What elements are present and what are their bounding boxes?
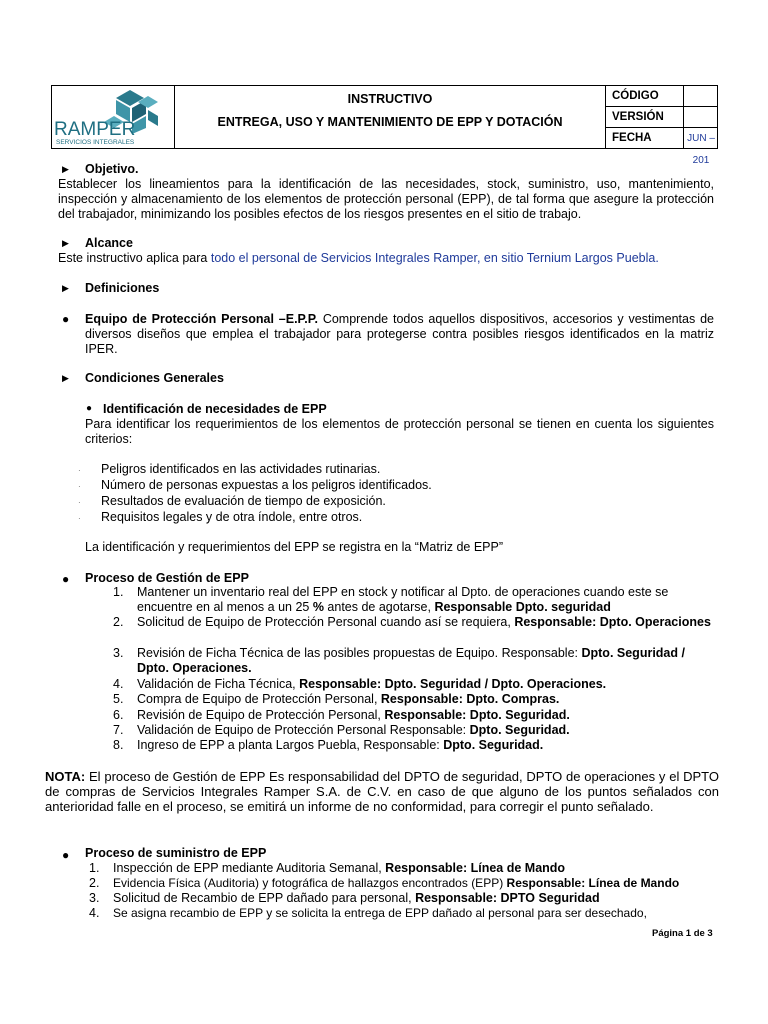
section-title-alcance: Alcance xyxy=(85,236,133,250)
alcance-text-2: todo el personal de Servicios Integrales Ramper, en sitio Ternium Largos Puebla. xyxy=(210,251,659,265)
page-number: Página 1 de 3 xyxy=(652,928,713,939)
gestion-item-5: Compra de Equipo de Protección Personal, Responsable: Dpto. Compras. xyxy=(137,692,560,706)
suministro-num-4: 4. xyxy=(89,906,100,920)
matriz-note: La identificación y requerimientos del EPP se registra en la “Matriz de EPP” xyxy=(85,540,504,554)
bullet-small-icon: · xyxy=(78,482,81,491)
codigo-label: CÓDIGO xyxy=(606,86,684,106)
bullet-dot-icon: ● xyxy=(62,312,70,326)
gestion-item-1: Mantener un inventario real del EPP en stock y notificar al Dpto. de operaciones cuando este se encuentre en al menos a un 25 % antes de agotarse, Responsable Dpto. seguridad xyxy=(137,585,669,614)
suministro-num-3: 3. xyxy=(89,891,100,905)
objetivo-text: Establecer los lineamientos para la identificación de las necesidades, stock, suministro, uso, mantenimiento, inspección y almacenamiento de los elementos de protección personal (EPP), de tal forma que asegure la protección del trabajador, minimizando los posibles efectos de los riesgos presentes en el sitio de trabajo. xyxy=(58,177,714,221)
bullet-dot-icon: ● xyxy=(86,403,93,414)
bullet-small-icon: · xyxy=(78,498,81,507)
suministro-item-4: Se asigna recambio de EPP y se solicita la entrega de EPP dañado al personal para ser desechado, xyxy=(113,906,647,920)
nota-label: NOTA: xyxy=(45,769,86,784)
identificacion-intro: Para identificar los requerimientos de los elementos de protección personal se tienen en cuenta los siguientes criterios: xyxy=(85,417,714,446)
fecha-label: FECHA xyxy=(606,128,684,149)
bullet-dot-icon: ● xyxy=(62,572,70,586)
definicion-term: Equipo de Protección Personal –E.P.P. xyxy=(85,312,318,326)
gestion-item-8: Ingreso de EPP a planta Largos Puebla, Responsable: Dpto. Seguridad. xyxy=(137,738,544,752)
bullet-arrow-icon: ▶ xyxy=(62,238,69,248)
bullet-arrow-icon: ▶ xyxy=(62,283,69,293)
document-title: ENTREGA, USO Y MANTENIMIENTO DE EPP Y DOTACIÓN xyxy=(217,115,563,129)
codigo-value xyxy=(685,86,717,106)
criterio-3: Resultados de evaluación de tiempo de exposición. xyxy=(101,494,386,508)
bullet-dot-icon: ● xyxy=(62,848,70,862)
suministro-num-2: 2. xyxy=(89,876,100,890)
alcance-text-1: Este instructivo aplica para xyxy=(58,251,211,265)
bullet-small-icon: · xyxy=(78,466,81,475)
gestion-item-7: Validación de Equipo de Protección Personal Responsable: Dpto. Seguridad. xyxy=(137,723,570,737)
section-title-gestion: Proceso de Gestión de EPP xyxy=(85,571,249,585)
definicion-text: Comprende todos aquellos dispositivos, accesorios y vestimentas de diversos diseños que emplea el trabajador para protegerse contra posibles riesgos identificados en la matriz IPER. xyxy=(85,312,714,356)
suministro-num-1: 1. xyxy=(89,861,100,875)
gestion-item-2: Solicitud de Equipo de Protección Personal cuando así se requiera, Responsable: Dpto. Operaciones xyxy=(137,615,711,629)
meta-row-codigo xyxy=(606,86,717,107)
bullet-arrow-icon: ▶ xyxy=(62,373,69,383)
bullet-arrow-icon: ▶ xyxy=(62,164,69,174)
suministro-item-3: Solicitud de Recambio de EPP dañado para personal, Responsable: DPTO Seguridad xyxy=(113,891,600,905)
nota-text: El proceso de Gestión de EPP Es responsabilidad del DPTO de seguridad, DPTO de operaciones y el DPTO de compras de Servicios Integrales Ramper S.A. de C.V. en caso de que alguno de los puntos señalados con anterioridad falle en el proceso, se emitirá un informe de no conformidad, para corregir el punto señalado. xyxy=(45,769,719,814)
version-value xyxy=(685,107,717,127)
meta-row-version xyxy=(606,107,717,128)
criterio-1: Peligros identificados en las actividades rutinarias. xyxy=(101,462,381,476)
gestion-item-4: Validación de Ficha Técnica, Responsable: Dpto. Seguridad / Dpto. Operaciones. xyxy=(137,677,607,691)
gestion-num-4: 4. xyxy=(113,677,124,691)
section-title-definiciones: Definiciones xyxy=(85,281,160,295)
section-title-objetivo: Objetivo. xyxy=(85,162,139,176)
suministro-item-2: Evidencia Física (Auditoria) y fotográfica de hallazgos encontrados (EPP) Responsable: Línea de Mando xyxy=(113,876,680,890)
logo-subtext: SERVICIOS INTEGRALES xyxy=(56,139,135,146)
gestion-num-7: 7. xyxy=(113,723,124,737)
criterio-4: Requisitos legales y de otra índole, entre otros. xyxy=(101,510,363,524)
document-title-cell xyxy=(175,86,606,148)
gestion-item-6: Revisión de Equipo de Protección Personal, Responsable: Dpto. Seguridad. xyxy=(137,708,570,722)
gestion-num-6: 6. xyxy=(113,708,124,722)
meta-row-fecha xyxy=(606,128,717,166)
ramper-logo-icon xyxy=(52,86,174,148)
gestion-num-1: 1. xyxy=(113,585,124,599)
version-label: VERSIÓN xyxy=(606,107,684,127)
gestion-num-8: 8. xyxy=(113,738,124,752)
section-title-suministro: Proceso de suministro de EPP xyxy=(85,846,267,860)
fecha-value: JUN – 201 xyxy=(687,133,715,166)
gestion-num-3: 3. xyxy=(113,646,124,660)
header-table xyxy=(51,85,718,166)
suministro-item-1: Inspección de EPP mediante Auditoria Semanal, Responsable: Línea de Mando xyxy=(113,861,566,875)
gestion-num-2: 2. xyxy=(113,615,124,629)
company-logo xyxy=(52,86,175,148)
document-meta xyxy=(606,86,717,166)
criterio-2: Número de personas expuestas a los peligros identificados. xyxy=(101,478,432,492)
document-type: INSTRUCTIVO xyxy=(347,92,433,106)
gestion-item-3: Revisión de Ficha Técnica de las posibles propuestas de Equipo. Responsable: Dpto. Seguridad / Dpto. Operaciones. xyxy=(137,646,685,675)
bullet-small-icon: · xyxy=(78,514,81,523)
logo-text: RAMPER xyxy=(54,119,136,140)
gestion-num-5: 5. xyxy=(113,692,124,706)
alcance-text xyxy=(58,251,718,266)
definicion-epp xyxy=(85,312,714,357)
nota-paragraph xyxy=(45,769,719,814)
section-title-condiciones: Condiciones Generales xyxy=(85,371,224,385)
subsection-title-identificacion: Identificación de necesidades de EPP xyxy=(103,402,327,416)
